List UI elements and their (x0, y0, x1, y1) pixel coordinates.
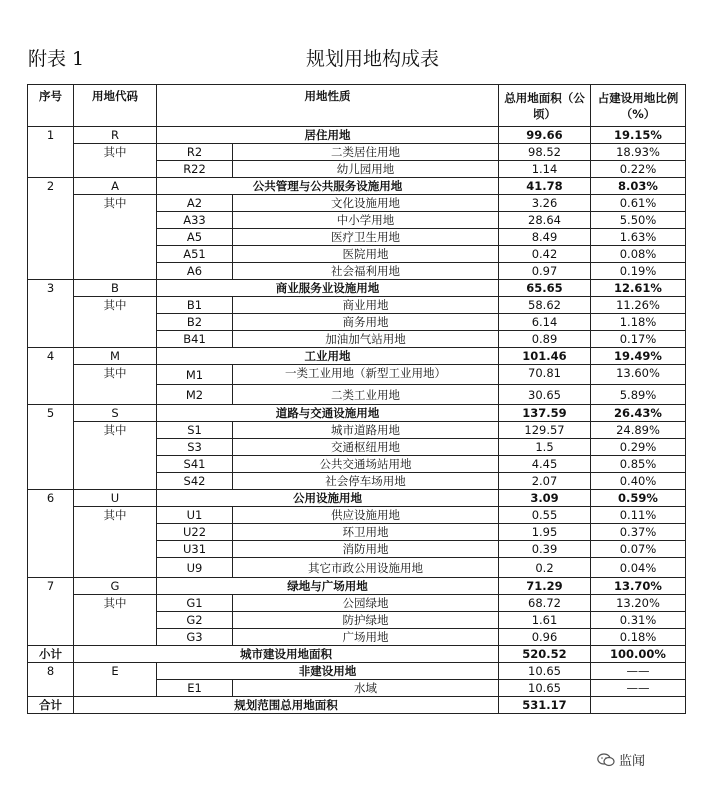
category-row (28, 178, 686, 195)
category-row (28, 127, 686, 144)
sub-code-cell: S1 (157, 422, 233, 439)
sub-code-cell: B41 (157, 331, 233, 348)
subcategory-row (28, 365, 686, 385)
sub-name-cell: 社会福利用地 (233, 263, 499, 280)
sub-name-cell: 环卫用地 (233, 524, 499, 541)
subtotal-label: 小计 (28, 646, 74, 663)
nc-area: 10.65 (499, 663, 591, 680)
qizhong-cell: 其中 (74, 195, 157, 280)
nc-seq: 8 (28, 663, 74, 697)
category-row (28, 490, 686, 507)
watermark-text: 监闻 (619, 754, 646, 769)
sub-area-cell: 0.96 (499, 629, 591, 646)
subcategory-row (28, 422, 686, 439)
sub-ratio-cell: 0.07% (591, 541, 686, 558)
sub-code-cell: R22 (157, 161, 233, 178)
sub-ratio-cell: 0.29% (591, 439, 686, 456)
sub-area-cell: 0.39 (499, 541, 591, 558)
sub-name-cell: 防护绿地 (233, 612, 499, 629)
sub-name-cell: 二类居住用地 (233, 144, 499, 161)
sub-ratio-cell: 0.37% (591, 524, 686, 541)
area-cell: 137.59 (499, 405, 591, 422)
area-cell: 101.46 (499, 348, 591, 365)
sub-name-cell: 供应设施用地 (233, 507, 499, 524)
sub-ratio-cell: 5.50% (591, 212, 686, 229)
subcategory-row (28, 195, 686, 212)
qizhong-cell: 其中 (74, 297, 157, 348)
sub-name-cell: 医疗卫生用地 (233, 229, 499, 246)
sub-code-cell: U9 (157, 558, 233, 578)
sub-ratio-cell: 11.26% (591, 297, 686, 314)
area-cell: 41.78 (499, 178, 591, 195)
sub-name-cell: 一类工业用地（新型工业用地） (233, 365, 499, 385)
sub-ratio-cell: 0.08% (591, 246, 686, 263)
category-name: 道路与交通设施用地 (157, 405, 499, 422)
sub-ratio-cell: 1.63% (591, 229, 686, 246)
seq-cell: 1 (28, 127, 74, 178)
sub-name-cell: 消防用地 (233, 541, 499, 558)
seq-cell: 4 (28, 348, 74, 405)
sub-ratio-cell: 0.04% (591, 558, 686, 578)
sub-ratio-cell: 0.40% (591, 473, 686, 490)
sub-code-cell: U1 (157, 507, 233, 524)
sub-name-cell: 商业用地 (233, 297, 499, 314)
sub-area-cell: 1.14 (499, 161, 591, 178)
sub-code-cell: G2 (157, 612, 233, 629)
sub-area-cell: 0.55 (499, 507, 591, 524)
sub-ratio-cell: 18.93% (591, 144, 686, 161)
sub-name-cell: 幼儿园用地 (233, 161, 499, 178)
appendix-label: 附表 1 (28, 48, 85, 70)
sub-name-cell: 加油加气站用地 (233, 331, 499, 348)
qizhong-cell: 其中 (74, 507, 157, 578)
sub-ratio-cell: 1.18% (591, 314, 686, 331)
sub-code-cell: U22 (157, 524, 233, 541)
nc-sub-ratio: —— (591, 680, 686, 697)
table-title: 规划用地构成表 (305, 48, 439, 70)
sub-area-cell: 4.45 (499, 456, 591, 473)
sub-ratio-cell: 13.20% (591, 595, 686, 612)
nc-sub-name: 水域 (233, 680, 499, 697)
sub-code-cell: A51 (157, 246, 233, 263)
nc-sub-code: E1 (157, 680, 233, 697)
sub-code-cell: G3 (157, 629, 233, 646)
sub-code-cell: B1 (157, 297, 233, 314)
sub-code-cell: S3 (157, 439, 233, 456)
sub-area-cell: 1.61 (499, 612, 591, 629)
nc-ratio: —— (591, 663, 686, 680)
category-name: 绿地与广场用地 (157, 578, 499, 595)
total-label: 合计 (28, 697, 74, 714)
col-code: 用地代码 (74, 85, 157, 127)
category-row (28, 280, 686, 297)
sub-code-cell: M1 (157, 365, 233, 385)
sub-area-cell: 129.57 (499, 422, 591, 439)
seq-cell: 5 (28, 405, 74, 490)
sub-name-cell: 社会停车场用地 (233, 473, 499, 490)
subcategory-row (28, 595, 686, 612)
sub-area-cell: 30.65 (499, 385, 591, 405)
ratio-cell: 26.43% (591, 405, 686, 422)
sub-ratio-cell: 0.61% (591, 195, 686, 212)
area-cell: 3.09 (499, 490, 591, 507)
sub-code-cell: S42 (157, 473, 233, 490)
total-ratio (591, 697, 686, 714)
wechat-icon (597, 753, 615, 767)
sub-area-cell: 1.5 (499, 439, 591, 456)
land-use-table (27, 84, 686, 714)
sub-name-cell: 公园绿地 (233, 595, 499, 612)
sub-code-cell: A6 (157, 263, 233, 280)
sub-area-cell: 68.72 (499, 595, 591, 612)
subtotal-row (28, 646, 686, 663)
category-row (28, 348, 686, 365)
sub-ratio-cell: 0.85% (591, 456, 686, 473)
sub-name-cell: 广场用地 (233, 629, 499, 646)
seq-cell: 6 (28, 490, 74, 578)
total-name: 规划范围总用地面积 (74, 697, 499, 714)
col-nature: 用地性质 (157, 85, 499, 127)
code-cell: U (74, 490, 157, 507)
sub-ratio-cell: 13.60% (591, 365, 686, 385)
ratio-cell: 19.49% (591, 348, 686, 365)
sub-name-cell: 公共交通场站用地 (233, 456, 499, 473)
sub-ratio-cell: 0.19% (591, 263, 686, 280)
sub-name-cell: 交通枢纽用地 (233, 439, 499, 456)
code-cell: B (74, 280, 157, 297)
nonconstruction-row (28, 663, 686, 680)
code-cell: A (74, 178, 157, 195)
col-ratio: 占建设用地比例（%） (591, 85, 686, 127)
sub-ratio-cell: 0.18% (591, 629, 686, 646)
category-name: 公用设施用地 (157, 490, 499, 507)
sub-area-cell: 6.14 (499, 314, 591, 331)
sub-area-cell: 0.42 (499, 246, 591, 263)
subtotal-area: 520.52 (499, 646, 591, 663)
qizhong-cell: 其中 (74, 422, 157, 490)
sub-name-cell: 文化设施用地 (233, 195, 499, 212)
subtotal-ratio: 100.00% (591, 646, 686, 663)
area-cell: 65.65 (499, 280, 591, 297)
ratio-cell: 8.03% (591, 178, 686, 195)
sub-name-cell: 二类工业用地 (233, 385, 499, 405)
code-cell: G (74, 578, 157, 595)
sub-ratio-cell: 0.22% (591, 161, 686, 178)
seq-cell: 7 (28, 578, 74, 646)
ratio-cell: 0.59% (591, 490, 686, 507)
sub-area-cell: 0.89 (499, 331, 591, 348)
total-row (28, 697, 686, 714)
sub-area-cell: 2.07 (499, 473, 591, 490)
sub-code-cell: G1 (157, 595, 233, 612)
sub-code-cell: B2 (157, 314, 233, 331)
sub-ratio-cell: 5.89% (591, 385, 686, 405)
sub-area-cell: 8.49 (499, 229, 591, 246)
subcategory-row (28, 144, 686, 161)
category-name: 公共管理与公共服务设施用地 (157, 178, 499, 195)
subtotal-name: 城市建设用地面积 (74, 646, 499, 663)
nc-name: 非建设用地 (157, 663, 499, 680)
qizhong-cell: 其中 (74, 595, 157, 646)
ratio-cell: 12.61% (591, 280, 686, 297)
sub-code-cell: M2 (157, 385, 233, 405)
sub-code-cell: A5 (157, 229, 233, 246)
seq-cell: 3 (28, 280, 74, 348)
total-area: 531.17 (499, 697, 591, 714)
sub-ratio-cell: 24.89% (591, 422, 686, 439)
ratio-cell: 19.15% (591, 127, 686, 144)
sub-area-cell: 58.62 (499, 297, 591, 314)
sub-name-cell: 医院用地 (233, 246, 499, 263)
sub-name-cell: 其它市政公用设施用地 (233, 558, 499, 578)
category-row (28, 578, 686, 595)
code-cell: R (74, 127, 157, 144)
qizhong-cell: 其中 (74, 144, 157, 178)
sub-code-cell: S41 (157, 456, 233, 473)
sub-name-cell: 商务用地 (233, 314, 499, 331)
sub-ratio-cell: 0.17% (591, 331, 686, 348)
subcategory-row (28, 507, 686, 524)
sub-area-cell: 1.95 (499, 524, 591, 541)
sub-name-cell: 中小学用地 (233, 212, 499, 229)
sub-code-cell: R2 (157, 144, 233, 161)
qizhong-cell: 其中 (74, 365, 157, 405)
code-cell: S (74, 405, 157, 422)
seq-cell: 2 (28, 178, 74, 280)
nc-code: E (74, 663, 157, 697)
sub-area-cell: 98.52 (499, 144, 591, 161)
watermark (597, 750, 645, 769)
sub-area-cell: 0.97 (499, 263, 591, 280)
area-cell: 99.66 (499, 127, 591, 144)
sub-area-cell: 3.26 (499, 195, 591, 212)
sub-area-cell: 28.64 (499, 212, 591, 229)
col-area: 总用地面积（公顷） (499, 85, 591, 127)
code-cell: M (74, 348, 157, 365)
subcategory-row (28, 297, 686, 314)
sub-code-cell: A2 (157, 195, 233, 212)
header-row (28, 85, 686, 127)
sub-area-cell: 70.81 (499, 365, 591, 385)
col-seq: 序号 (28, 85, 74, 127)
category-name: 工业用地 (157, 348, 499, 365)
sub-ratio-cell: 0.31% (591, 612, 686, 629)
category-name: 商业服务业设施用地 (157, 280, 499, 297)
nc-sub-area: 10.65 (499, 680, 591, 697)
category-row (28, 405, 686, 422)
sub-area-cell: 0.2 (499, 558, 591, 578)
sub-ratio-cell: 0.11% (591, 507, 686, 524)
area-cell: 71.29 (499, 578, 591, 595)
sub-code-cell: A33 (157, 212, 233, 229)
ratio-cell: 13.70% (591, 578, 686, 595)
category-name: 居住用地 (157, 127, 499, 144)
sub-name-cell: 城市道路用地 (233, 422, 499, 439)
sub-code-cell: U31 (157, 541, 233, 558)
